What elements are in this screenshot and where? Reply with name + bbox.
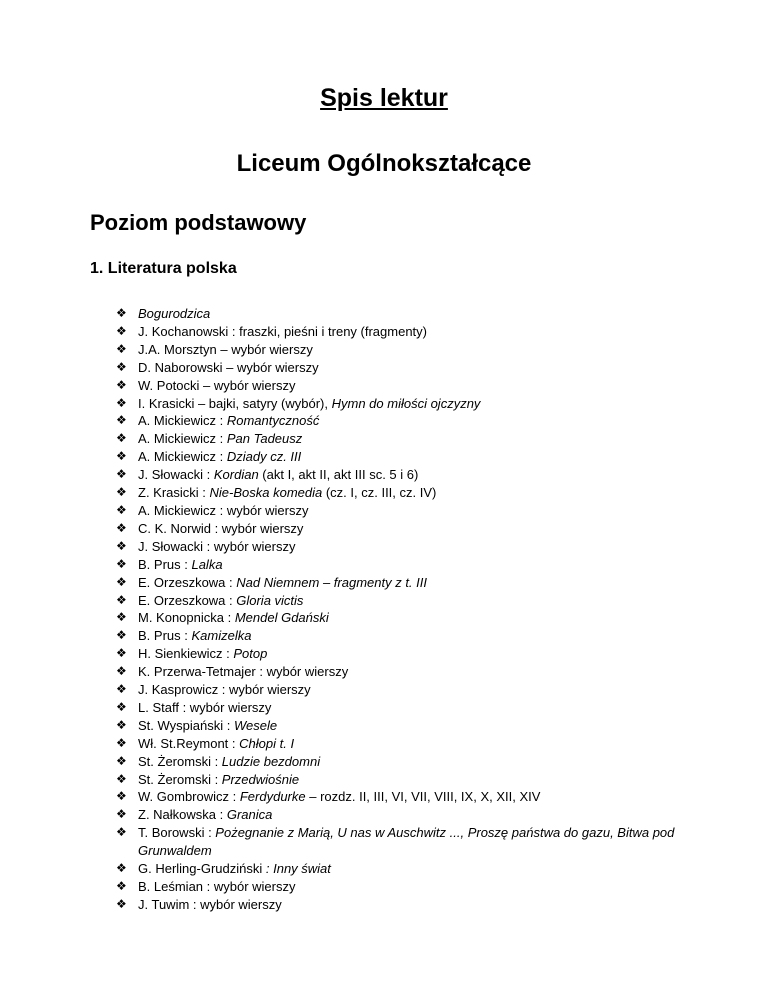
list-item-text: Pożegnanie z Marią, U nas w Auschwitz ..., Proszę państwa do gazu, Bitwa pod Grunwaldem xyxy=(138,825,675,859)
list-item xyxy=(116,609,706,627)
list-item-text: Hymn do miłości ojczyzny xyxy=(331,395,481,411)
list-item-text: L. Staff : wybór wierszy xyxy=(138,699,272,715)
list-item-text: St. Wyspiański : xyxy=(138,717,234,733)
list-item-text: Chłopi t. I xyxy=(239,735,295,751)
subsection-heading: 1. Literatura polska xyxy=(90,260,237,277)
list-item xyxy=(116,699,706,717)
four-diamond-bullet-icon: ❖ xyxy=(116,610,127,625)
list-item xyxy=(116,305,706,323)
list-item xyxy=(116,788,706,806)
list-item-text: E. Orzeszkowa : xyxy=(138,574,237,590)
list-item xyxy=(116,806,706,824)
list-item-text: Mendel Gdański xyxy=(234,610,329,626)
four-diamond-bullet-icon: ❖ xyxy=(116,807,127,822)
list-item xyxy=(116,681,706,699)
list-item xyxy=(116,323,706,341)
list-item-text: J.A. Morsztyn – wybór wierszy xyxy=(138,341,313,357)
list-item-text: St. Żeromski : xyxy=(138,753,222,769)
four-diamond-bullet-icon: ❖ xyxy=(116,879,127,893)
list-item-text: H. Sienkiewicz : xyxy=(138,646,234,662)
list-item-text: T. Borowski : xyxy=(138,825,216,841)
list-item xyxy=(116,574,706,592)
list-item-text: Przedwiośnie xyxy=(221,771,300,787)
list-item xyxy=(116,341,706,359)
list-item-text: Lalka xyxy=(191,556,223,572)
list-item-text: J. Słowacki : xyxy=(138,467,214,483)
list-item-text: J. Słowacki : wybór wierszy xyxy=(138,538,296,554)
list-item-text: A. Mickiewicz : wybór wierszy xyxy=(138,502,309,518)
four-diamond-bullet-icon: ❖ xyxy=(116,664,127,679)
list-item xyxy=(116,520,706,538)
list-item xyxy=(116,592,706,610)
list-item-text: J. Kasprowicz : wybór wierszy xyxy=(138,682,311,698)
list-item xyxy=(116,771,706,789)
four-diamond-bullet-icon: ❖ xyxy=(116,646,127,661)
four-diamond-bullet-icon: ❖ xyxy=(116,502,127,517)
school-name: Liceum Ogólnokształcące xyxy=(236,150,532,177)
list-item-text: A. Mickiewicz : xyxy=(138,431,227,447)
four-diamond-bullet-icon: ❖ xyxy=(116,753,127,768)
list-item-text: Kordian xyxy=(213,467,259,483)
four-diamond-bullet-icon: ❖ xyxy=(116,323,127,338)
list-item-text: I. Krasicki – bajki, satyry (wybór), xyxy=(138,395,332,411)
list-item-text: (akt I, akt II, akt III sc. 5 i 6) xyxy=(258,467,419,483)
list-item-text: J. Tuwim : wybór wierszy xyxy=(138,896,282,912)
list-item-text: : Inny świat xyxy=(265,861,331,877)
list-item-text: G. Herling-Grudziński xyxy=(138,861,266,877)
list-item-text: Z. Krasicki : xyxy=(138,485,210,501)
four-diamond-bullet-icon: ❖ xyxy=(116,431,127,446)
section-heading: Poziom podstawowy xyxy=(90,210,307,235)
four-diamond-bullet-icon: ❖ xyxy=(116,789,127,804)
list-item xyxy=(116,430,706,448)
four-diamond-bullet-icon: ❖ xyxy=(116,377,127,392)
four-diamond-bullet-icon: ❖ xyxy=(116,556,127,571)
list-item-text: Gloria victis xyxy=(236,592,304,608)
four-diamond-bullet-icon: ❖ xyxy=(116,359,127,374)
list-item xyxy=(116,556,706,574)
list-item xyxy=(116,663,706,681)
list-item-text: Nie-Boska komedia xyxy=(209,485,323,501)
list-item xyxy=(116,395,706,413)
four-diamond-bullet-icon: ❖ xyxy=(116,395,127,410)
four-diamond-bullet-icon: ❖ xyxy=(116,467,127,482)
list-item-text: (cz. I, cz. III, cz. IV) xyxy=(322,485,437,501)
list-item-text: A. Mickiewicz : xyxy=(138,449,227,465)
list-item xyxy=(116,484,706,502)
four-diamond-bullet-icon: ❖ xyxy=(116,413,127,428)
four-diamond-bullet-icon: ❖ xyxy=(116,592,127,607)
list-item-text: Potop xyxy=(233,646,268,662)
four-diamond-bullet-icon: ❖ xyxy=(116,628,127,643)
list-item-text: Nad Niemnem – fragmenty z t. III xyxy=(236,574,427,590)
list-item-text: B. Prus : xyxy=(138,556,192,572)
list-item xyxy=(116,502,706,520)
list-item xyxy=(116,824,706,860)
list-item-text: St. Żeromski : xyxy=(138,771,222,787)
four-diamond-bullet-icon: ❖ xyxy=(116,771,127,786)
list-item xyxy=(116,735,706,753)
list-item-text: W. Gombrowicz : xyxy=(138,789,240,805)
list-item-text: J. Kochanowski : fraszki, pieśni i treny (fragmenty) xyxy=(138,323,427,339)
list-item xyxy=(116,717,706,735)
four-diamond-bullet-icon: ❖ xyxy=(116,341,127,356)
list-item-text: Wł. St.Reymont : xyxy=(138,735,240,751)
list-item xyxy=(116,896,706,914)
list-item xyxy=(116,377,706,395)
four-diamond-bullet-icon: ❖ xyxy=(116,520,127,535)
four-diamond-bullet-icon: ❖ xyxy=(116,699,127,714)
four-diamond-bullet-icon: ❖ xyxy=(116,306,127,320)
list-item-text: W. Potocki – wybór wierszy xyxy=(138,377,296,393)
list-item xyxy=(116,359,706,377)
list-item xyxy=(116,878,706,896)
four-diamond-bullet-icon: ❖ xyxy=(116,485,127,500)
list-item-text: Ludzie bezdomni xyxy=(221,753,321,769)
reading-list xyxy=(116,305,706,914)
four-diamond-bullet-icon: ❖ xyxy=(116,861,127,876)
four-diamond-bullet-icon: ❖ xyxy=(116,735,127,750)
list-item-text: Z. Nałkowska : xyxy=(138,807,227,823)
list-item-text: Dziady cz. III xyxy=(226,449,302,465)
list-item-text: E. Orzeszkowa : xyxy=(138,592,237,608)
four-diamond-bullet-icon: ❖ xyxy=(116,825,127,840)
list-item-text: B. Leśmian : wybór wierszy xyxy=(138,879,296,894)
list-item xyxy=(116,753,706,771)
list-item xyxy=(116,412,706,430)
document-title: Spis lektur xyxy=(320,84,448,112)
list-item-text: Granica xyxy=(226,807,273,823)
list-item xyxy=(116,538,706,556)
four-diamond-bullet-icon: ❖ xyxy=(116,574,127,589)
four-diamond-bullet-icon: ❖ xyxy=(116,682,127,697)
list-item-text: Bogurodzica xyxy=(138,306,211,321)
list-item xyxy=(116,627,706,645)
four-diamond-bullet-icon: ❖ xyxy=(116,449,127,464)
four-diamond-bullet-icon: ❖ xyxy=(116,538,127,553)
list-item-text: Romantyczność xyxy=(226,413,320,429)
four-diamond-bullet-icon: ❖ xyxy=(116,717,127,732)
list-item-text: Kamizelka xyxy=(191,628,252,644)
list-item-text: A. Mickiewicz : xyxy=(138,413,227,429)
list-item-text: K. Przerwa-Tetmajer : wybór wierszy xyxy=(138,664,349,680)
list-item-text: Wesele xyxy=(233,717,278,733)
list-item-text: C. K. Norwid : wybór wierszy xyxy=(138,520,304,536)
list-item-text: D. Naborowski – wybór wierszy xyxy=(138,359,319,375)
list-item-text: – rozdz. II, III, VI, VII, VIII, IX, X, XII, XIV xyxy=(305,789,541,805)
four-diamond-bullet-icon: ❖ xyxy=(116,896,127,911)
list-item-text: B. Prus : xyxy=(138,628,192,644)
list-item-text: Pan Tadeusz xyxy=(226,431,303,447)
list-item xyxy=(116,860,706,878)
list-item xyxy=(116,466,706,484)
list-item xyxy=(116,448,706,466)
list-item-text: Ferdydurke xyxy=(239,789,306,805)
list-item xyxy=(116,645,706,663)
list-item-text: M. Konopnicka : xyxy=(138,610,235,626)
